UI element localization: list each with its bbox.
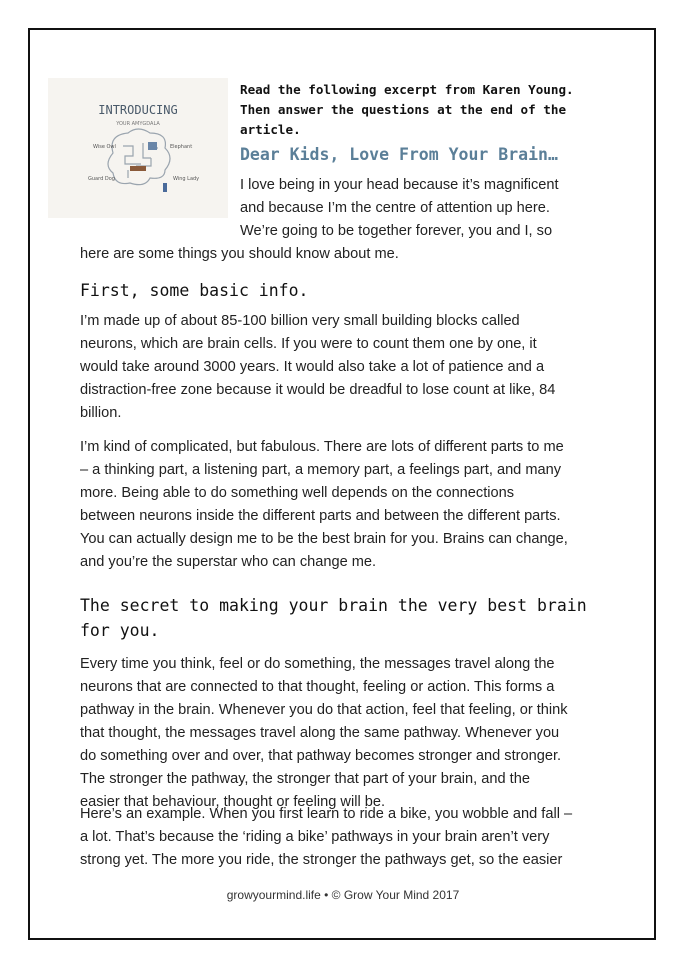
text-line: distraction-free zone because it would be dreadful to lose count at like, 84 (80, 382, 556, 398)
text-line: easier that behaviour, thought or feeling will be. (80, 794, 386, 810)
text-line: would take around 3000 years. It would also take a lot of patience and a (80, 359, 545, 375)
paragraph-3 (80, 653, 568, 814)
text-line: neurons that are connected to that thought, feeling or action. This forms a (80, 679, 555, 695)
svg-text:Elephant: Elephant (170, 144, 193, 150)
text-line: You can actually design me to be the best brain for you. Brains can change, (80, 531, 568, 547)
text-line: that thought, the messages travel along the same pathway. Whenever you (80, 725, 560, 741)
text-line: – a thinking part, a listening part, a memory part, a feelings part, and many (80, 462, 562, 478)
footer: growyourmind.life • © Grow Your Mind 2017 (226, 888, 460, 902)
amygdala-illustration (48, 78, 228, 218)
svg-text:Wing Lady: Wing Lady (173, 176, 200, 182)
article-title: Dear Kids, Love From Your Brain… (240, 145, 558, 164)
instruction-line: article. (240, 122, 301, 137)
intro-paragraph (240, 174, 559, 243)
svg-text:YOUR AMYGDALA: YOUR AMYGDALA (116, 121, 160, 127)
svg-text:INTRODUCING: INTRODUCING (98, 103, 178, 117)
instructions (240, 80, 574, 140)
text-line: between neurons inside the different parts and between the different parts. (80, 508, 561, 524)
heading-basic-info: First, some basic info. (80, 281, 309, 300)
text-line: I’m made up of about 85-100 billion very small building blocks called (80, 313, 520, 329)
heading-secret (80, 593, 587, 643)
instruction-line: Then answer the questions at the end of the (240, 102, 567, 117)
paragraph-2 (80, 436, 568, 574)
text-line: and because I’m the centre of attention up here. (240, 200, 550, 216)
paragraph-1 (80, 310, 555, 425)
svg-text:Wise Owl: Wise Owl (93, 144, 116, 150)
text-line: do something over and over, that pathway becomes stronger and stronger. (80, 748, 562, 764)
text-line: neurons, which are brain cells. If you were to count them one by one, it (80, 336, 537, 352)
text-line: here are some things you should know about me. (80, 246, 399, 262)
text-line: We’re going to be together forever, you and I, so (240, 223, 553, 239)
text-line: Every time you think, feel or do something, the messages travel along the (80, 656, 555, 672)
text-line: Here’s an example. When you first learn to ride a bike, you wobble and fall – (80, 806, 573, 822)
text-line: I love being in your head because it’s magnificent (240, 177, 559, 193)
text-line: more. Being able to do something well depends on the connections (80, 485, 515, 501)
heading-line: The secret to making your brain the very best brain (80, 596, 587, 615)
text-line: The stronger the pathway, the stronger that part of your brain, and the (80, 771, 530, 787)
text-line: I’m kind of complicated, but fabulous. There are lots of different parts to me (80, 439, 564, 455)
paragraph-4 (80, 803, 572, 872)
text-line: a lot. That’s because the ‘riding a bike’ pathways in your brain aren’t very (80, 829, 550, 845)
instruction-line: Read the following excerpt from Karen Young. (240, 82, 574, 97)
text-line: billion. (80, 405, 122, 421)
text-line: pathway in the brain. Whenever you do that action, feel that feeling, or think (80, 702, 568, 718)
svg-text:Guard Dog: Guard Dog (88, 176, 115, 182)
text-line: strong yet. The more you ride, the stronger the pathways get, so the easier (80, 852, 563, 868)
heading-line: for you. (80, 621, 160, 640)
text-line: and you’re the superstar who can change me. (80, 554, 377, 570)
